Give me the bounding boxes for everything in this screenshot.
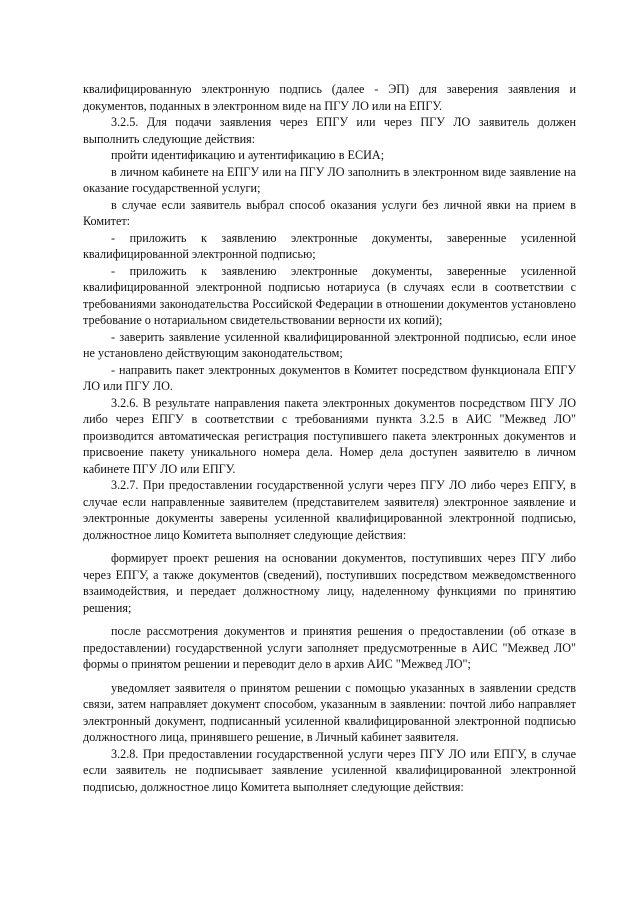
paragraph-3-2-5: 3.2.5. Для подачи заявления через ЕПГУ или через ПГУ ЛО заявитель должен выполнить следующие действия: — [83, 115, 576, 146]
paragraph-notify: уведомляет заявителя о принятом решении с помощью указанных в заявлении средств связи, затем направляет документ способом, указанным в заявлении: почтой либо направляет электронный документ, подписанный усиленной квалифицированной электронной подписью должностного лица, принявшего решение, в Личный кабинет заявителя. — [83, 680, 576, 744]
paragraph-cabinet: в личном кабинете на ЕПГУ или на ПГУ ЛО заполнить в электронном виде заявление на оказание государственной услуги; — [83, 164, 576, 195]
paragraph-attach-notary: - приложить к заявлению электронные документы, заверенные усиленной квалифицированной электронной подписью нотариуса (в случаях если в соответствии с требованиями законодательства Российской Федерации в отношении документов установлено требование о нотариальном свидетельствовании верности их копий); — [83, 263, 576, 327]
paragraph-attach-docs: - приложить к заявлению электронные документы, заверенные усиленной квалифицированной электронной подписью; — [83, 230, 576, 261]
paragraph-after-review: после рассмотрения документов и принятия решения о предоставлении (об отказе в предоставлении) государственной услуги заполняет предусмотренные в АИС "Межвед ЛО" формы о принятом решении и переводит дело в архив АИС "Межвед ЛО"; — [83, 624, 576, 671]
paragraph-3-2-8: 3.2.8. При предоставлении государственной услуги через ПГУ ЛО или ЕПГУ, в случае если заявитель не подписывает заявление усиленной квалифицированной электронной подписью, должностное лицо Комитета выполняет следующие действия: — [83, 746, 576, 794]
paragraph-continuation: квалифицированную электронную подпись (далее - ЭП) для заверения заявления и документов, поданных в электронном виде на ПГУ ЛО или на ЕПГУ. — [83, 82, 576, 113]
paragraph-3-2-7: 3.2.7. При предоставлении государственной услуги через ПГУ ЛО либо через ЕПГУ, в случае если направленные заявителем (представителем заявителя) электронное заявление и электронные документы заверены усиленной квалифицированной электронной подписью, должностное лицо Комитета выполняет следующие действия: — [83, 478, 576, 542]
paragraph-sign-application: - заверить заявление усиленной квалифицированной электронной подписью, если иное не установлено действующим законодательством; — [83, 329, 576, 360]
paragraph-draft-decision: формирует проект решения на основании документов, поступивших через ПГУ либо через ЕПГУ, а также документов (сведений), поступивших посредством межведомственного взаимодействия, и передает должностному лицу, наделенному функциями по принятию решения; — [83, 551, 576, 615]
paragraph-no-visit: в случае если заявитель выбрал способ оказания услуги без личной явки на прием в Комитет: — [83, 197, 576, 228]
paragraph-3-2-6: 3.2.6. В результате направления пакета электронных документов посредством ПГУ ЛО либо через ЕПГУ в соответствии с требованиями пункта 3.2.5 в АИС "Межвед ЛО" производится автоматическая регистрация поступившего пакета электронных документов и присвоение пакету уникального номера дела. Номер дела доступен заявителю в личном кабинете ПГУ ЛО или ЕПГУ. — [83, 395, 576, 476]
paragraph-send-package: - направить пакет электронных документов в Комитет посредством функционала ЕПГУ ЛО или ПГУ ЛО. — [83, 362, 576, 393]
paragraph-esia: пройти идентификацию и аутентификацию в ЕСИА; — [111, 148, 385, 162]
